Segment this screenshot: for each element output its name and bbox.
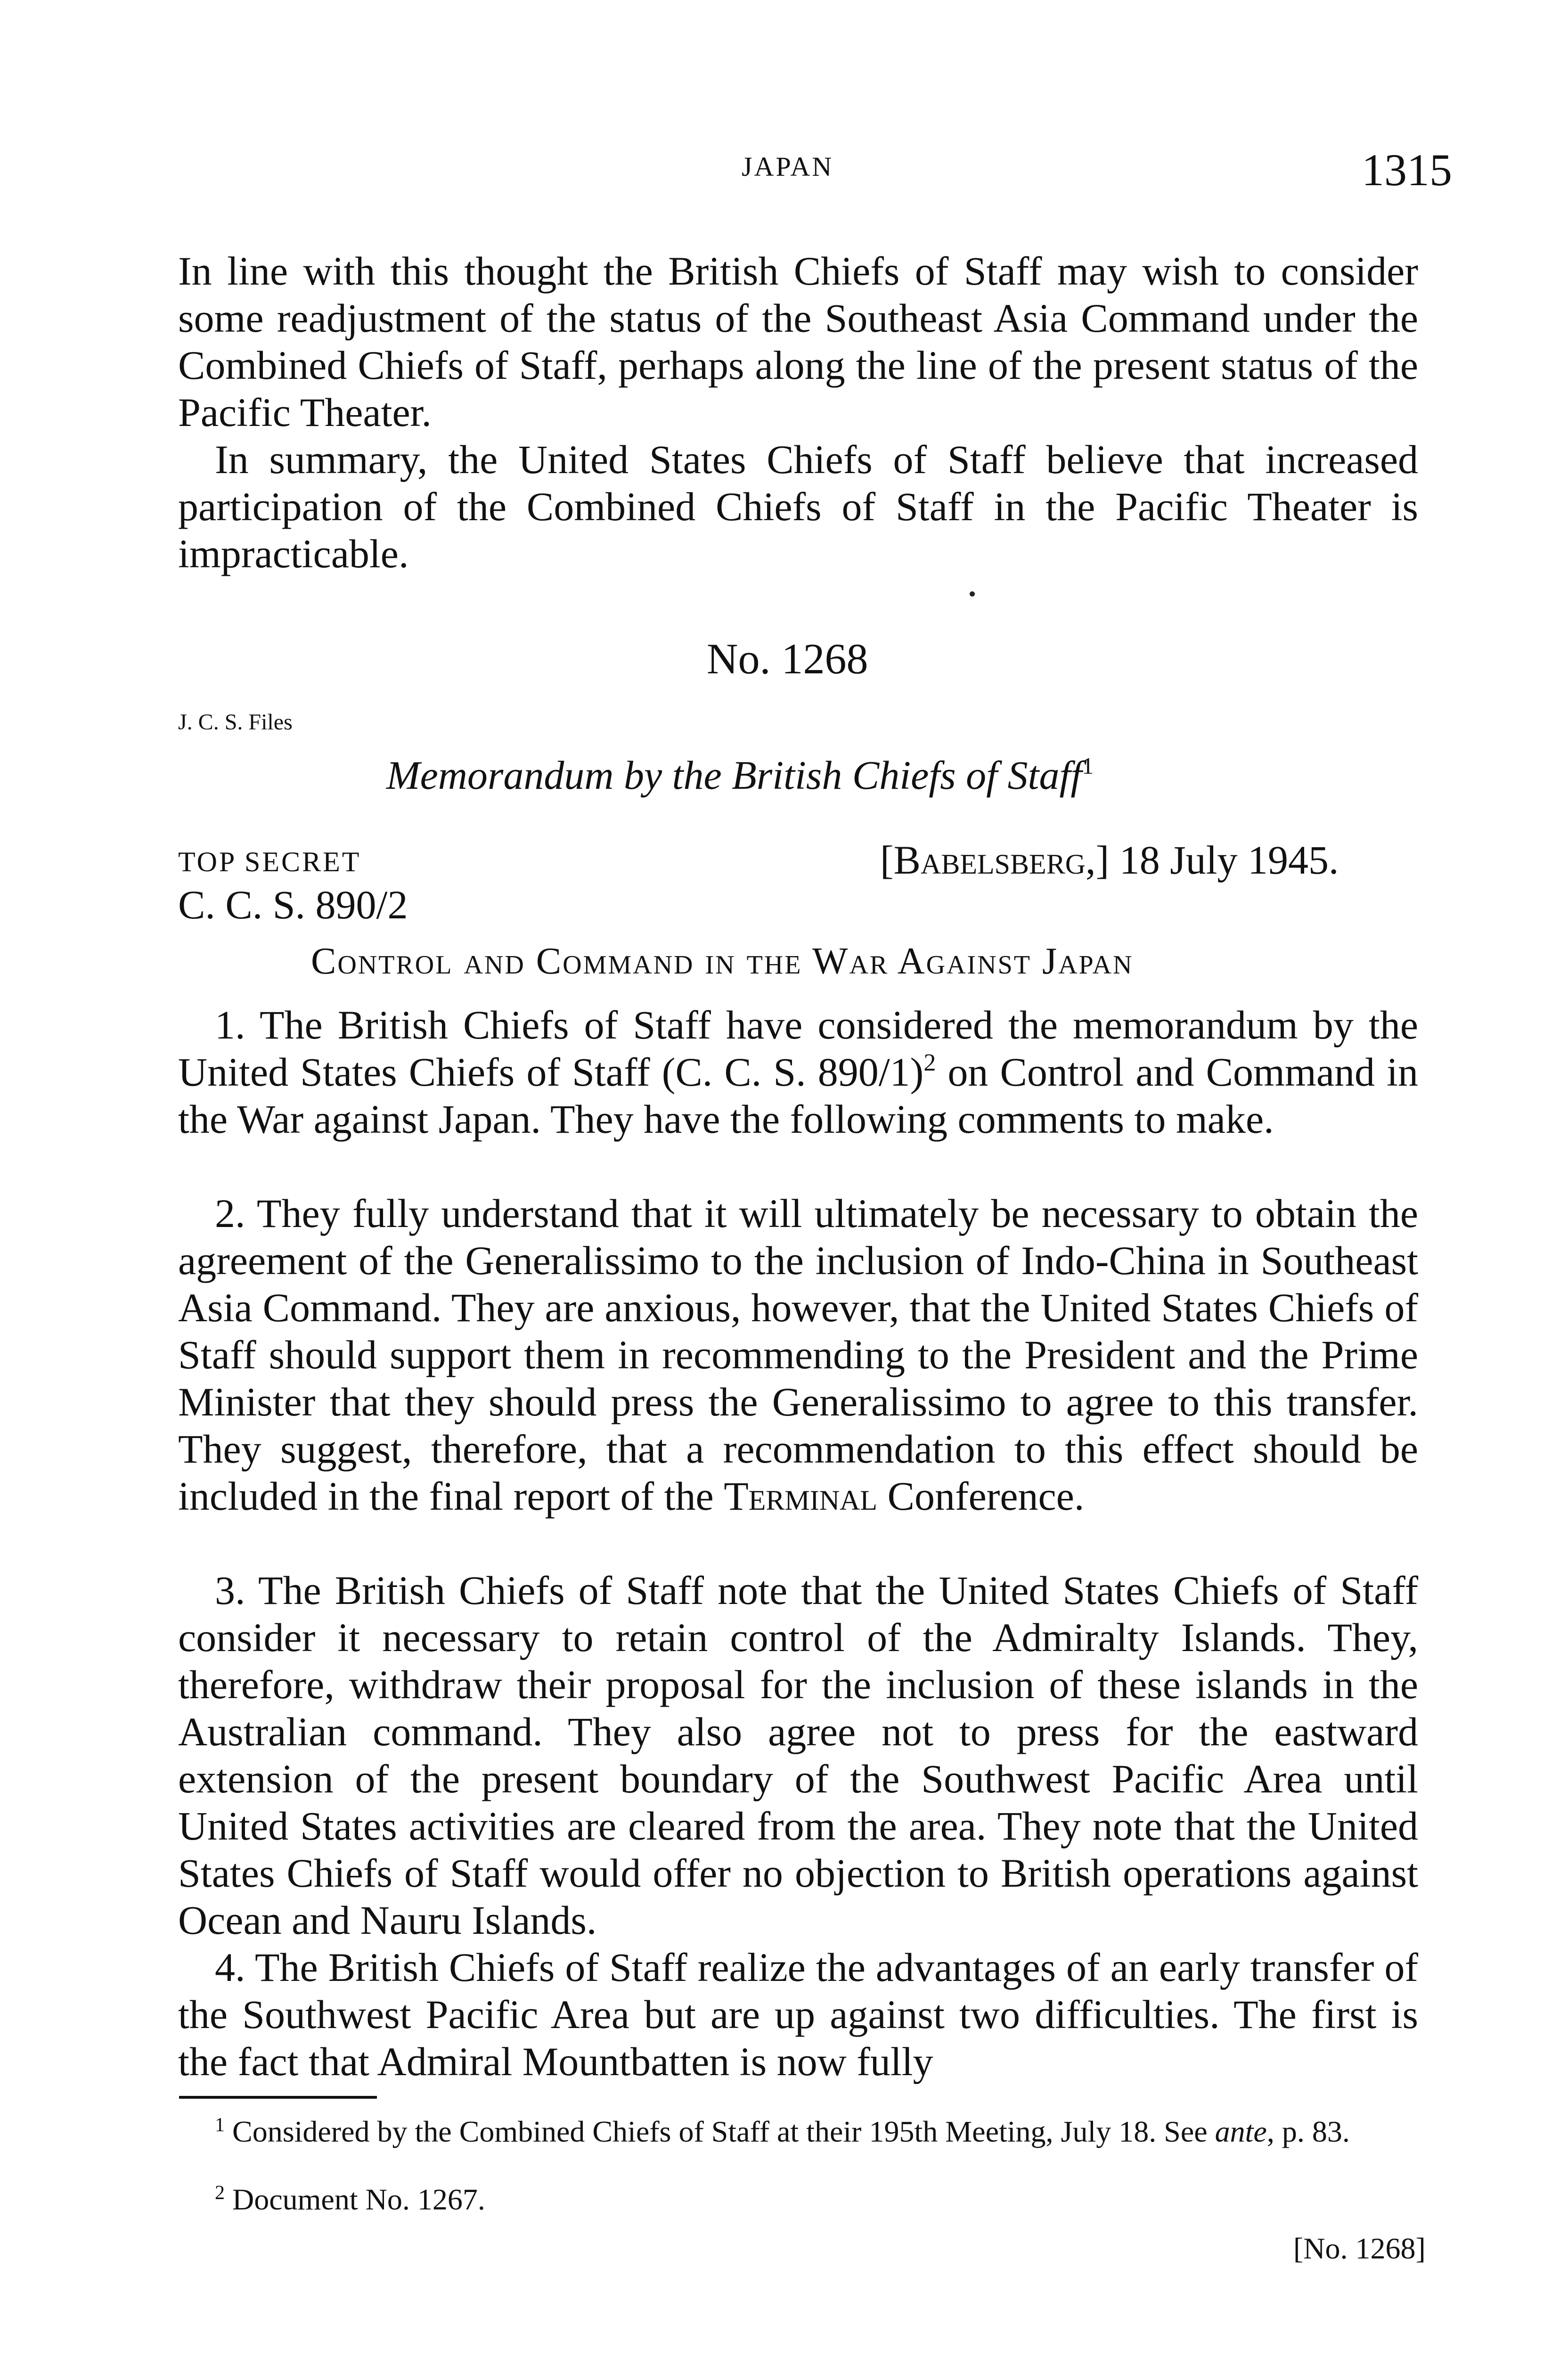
footnote-mark-2: 2 bbox=[923, 1049, 936, 1076]
footnote-mark-1: 1 bbox=[1082, 753, 1094, 779]
memo-title-text: Memorandum by the British Chiefs of Staff bbox=[386, 753, 1082, 798]
footnote-2-text: Document No. 1267. bbox=[232, 2183, 485, 2216]
files-label: J. C. S. Files bbox=[178, 710, 293, 735]
terminal-codename: Terminal bbox=[724, 1473, 878, 1519]
date: 18 July 1945. bbox=[1119, 837, 1339, 883]
stray-dot bbox=[970, 591, 975, 597]
memo-title bbox=[386, 752, 1094, 799]
footnote-2-mark: 2 bbox=[215, 2182, 225, 2204]
section-heading: Control and Command in the War Against Japan bbox=[311, 941, 1134, 982]
footnote-rule bbox=[179, 2096, 377, 2099]
running-head: JAPAN bbox=[742, 151, 834, 182]
page-number: 1315 bbox=[1362, 145, 1452, 195]
footnote-2 bbox=[215, 2183, 1416, 2217]
paragraph-1-text-a: 1. The British Chiefs of Staff have considered the memorandum by the United States Chiefs of Staff (C. C. S. 890/1) bbox=[178, 1002, 1418, 1095]
paragraph-2-text-b: Conference. bbox=[877, 1473, 1085, 1519]
footnote-1-text-a: Considered by the Combined Chiefs of Staff at their 195th Meeting, July 18. See bbox=[232, 2115, 1215, 2148]
paragraph-4: 4. The British Chiefs of Staff realize the advantages of an early transfer of the Southwest Pacific Area but are up against two difficulties. The first is the fact that Admiral Mountbatten is now fully bbox=[178, 1945, 1418, 2084]
footnote-1-italic: ante bbox=[1215, 2115, 1267, 2148]
place: [Babelsberg,] bbox=[880, 837, 1110, 883]
end-reference: [No. 1268] bbox=[1293, 2232, 1426, 2265]
paragraph-1-text-b: on Control and Command in the War against Japan. They have the following comments to make. bbox=[178, 1049, 1418, 1142]
paragraph-2-text-a: 2. They fully understand that it will ultimately be necessary to obtain the agreement of the Generalissimo to the inclusion of Indo-China in Southeast Asia Command. They are anxious, however, that the United States Chiefs of Staff should support them in recommending to the President and the Prime Minister that they should press the Generalissimo to agree to this transfer. They suggest, therefore, that a recommendation to this effect should be included in the final report of the bbox=[178, 1191, 1418, 1519]
document-number: No. 1268 bbox=[707, 635, 868, 683]
place-date bbox=[880, 836, 1339, 884]
paragraph-1 bbox=[178, 1001, 1418, 1143]
intro-paragraph-2: In summary, the United States Chiefs of Staff believe that increased participation of the Combined Chiefs of Staff in the Pacific Theater is impracticable. bbox=[178, 437, 1418, 576]
paragraph-3: 3. The British Chiefs of Staff note that the United States Chiefs of Staff consider it necessary to retain control of the Admiralty Islands. They, therefore, withdraw their proposal for the inclusion of these islands in the Australian command. They also agree not to press for the eastward extension of the present boundary of the Southwest Pacific Area until United States activities are cleared from the area. They note that the United States Chiefs of Staff would offer no objection to British operations against Ocean and Nauru Islands. bbox=[178, 1568, 1418, 1943]
reference-code: C. C. S. 890/2 bbox=[178, 882, 408, 927]
intro-paragraph-1: In line with this thought the British Chiefs of Staff may wish to consider some readjustment of the status of the Southeast Asia Command under the Combined Chiefs of Staff, perhaps along the line of the present status of the Pacific Theater. bbox=[178, 248, 1418, 435]
footnote-1 bbox=[178, 2115, 1418, 2149]
footnote-1-mark: 1 bbox=[215, 2114, 225, 2136]
paragraph-2 bbox=[178, 1190, 1418, 1520]
classification: TOP SECRET bbox=[178, 846, 361, 877]
footnote-1-text-b: , p. 83. bbox=[1266, 2115, 1350, 2148]
